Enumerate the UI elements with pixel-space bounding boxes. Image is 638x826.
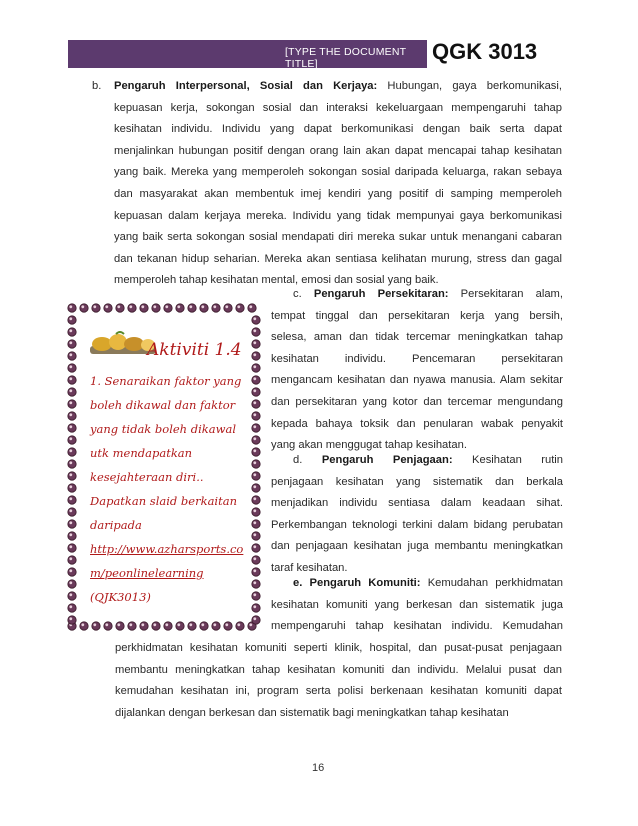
border-bead: [116, 622, 124, 630]
border-bead: [252, 496, 260, 504]
border-bead: [68, 424, 76, 432]
border-bead-highlight: [253, 545, 256, 548]
paragraph-b-line: kesihatan individu. Individu yang dapat berkomunikasi dengan baik serta dapat: [114, 123, 562, 136]
border-bead-highlight: [69, 581, 72, 584]
border-bead: [68, 556, 76, 564]
border-bead-highlight: [253, 473, 256, 476]
border-bead: [252, 520, 260, 528]
border-bead-highlight: [69, 473, 72, 476]
border-bead: [252, 532, 260, 540]
border-bead: [68, 532, 76, 540]
border-bead: [68, 460, 76, 468]
border-bead: [252, 568, 260, 576]
paragraph-e-continued: [115, 638, 562, 724]
paragraph-c-line: tempat tinggal dan persekitaran kerja yang bersih,: [271, 309, 563, 322]
border-bead-highlight: [69, 305, 72, 308]
border-bead: [252, 436, 260, 444]
border-bead: [68, 592, 76, 600]
paragraph-d-line: Perkembangan teknologi terkini dalam bidang perubatan: [271, 518, 563, 531]
border-bead-highlight: [69, 545, 72, 548]
border-bead-highlight: [105, 305, 108, 308]
border-bead-highlight: [69, 485, 72, 488]
border-bead-highlight: [81, 623, 84, 626]
border-bead: [68, 352, 76, 360]
border-bead: [200, 304, 208, 312]
border-bead: [188, 304, 196, 312]
paragraph-c-line: kepada bahaya toksik dan penularan wabak penyakit: [271, 417, 563, 430]
border-bead-highlight: [165, 623, 168, 626]
border-bead-highlight: [237, 305, 240, 308]
paragraph-c-line: yang akan menggugat tahap kesihatan.: [271, 439, 467, 452]
paragraph-d-line: taraf kesihatan.: [271, 561, 348, 574]
page-number: 16: [312, 762, 325, 774]
paragraph-b-label: Pengaruh Interpersonal, Sosial dan Kerjaya:: [114, 80, 378, 92]
border-bead: [252, 544, 260, 552]
border-bead: [68, 304, 76, 312]
paragraph-e-marker: e.: [293, 577, 303, 589]
border-bead-highlight: [177, 305, 180, 308]
border-bead-highlight: [69, 365, 72, 368]
border-bead-highlight: [93, 305, 96, 308]
border-bead-highlight: [253, 317, 256, 320]
border-bead: [252, 340, 260, 348]
border-bead-highlight: [69, 557, 72, 560]
activity-line: 1. Senaraikan faktor yang: [90, 374, 242, 388]
border-bead-highlight: [69, 569, 72, 572]
border-bead-highlight: [69, 497, 72, 500]
border-bead-highlight: [69, 389, 72, 392]
paragraph-d: [271, 450, 563, 580]
border-bead-highlight: [253, 341, 256, 344]
border-bead-highlight: [81, 305, 84, 308]
border-bead: [252, 460, 260, 468]
border-bead-highlight: [129, 305, 132, 308]
paragraph-b-line: Pengaruh Interpersonal, Sosial dan Kerjaya: Hubungan, gaya berkomunikasi,: [114, 80, 562, 92]
course-code: QGK 3013: [432, 39, 538, 64]
border-bead-highlight: [237, 623, 240, 626]
border-bead: [68, 388, 76, 396]
border-bead: [104, 304, 112, 312]
border-bead: [68, 472, 76, 480]
paragraph-c-line: kesihatan individu. Pencemaran persekitaran: [271, 352, 563, 365]
border-bead-highlight: [253, 581, 256, 584]
border-bead-highlight: [177, 623, 180, 626]
border-bead: [68, 484, 76, 492]
border-bead: [248, 304, 256, 312]
paragraph-e: [271, 573, 563, 638]
paragraph-e-line: membantu meningkatkan tahap kesihatan komuniti dan individu. Melalui pusat dan: [115, 663, 562, 676]
border-bead: [152, 622, 160, 630]
paragraph-d-label: Pengaruh Penjagaan:: [321, 454, 453, 466]
border-bead-highlight: [253, 533, 256, 536]
border-bead-highlight: [189, 305, 192, 308]
border-bead-highlight: [69, 329, 72, 332]
paragraph-e-line: mempengaruhi tahap kesihatan individu. Kemudahan: [271, 620, 563, 633]
paragraph-b-line: memperoleh tahap kesihatan mental, emosi dan sosial yang baik.: [114, 274, 439, 287]
paragraph-d-marker: d.: [293, 454, 303, 466]
border-bead-highlight: [165, 305, 168, 308]
paragraph-e-label: Pengaruh Komuniti:: [309, 577, 421, 589]
border-bead: [80, 622, 88, 630]
border-bead-highlight: [253, 413, 256, 416]
border-bead: [68, 364, 76, 372]
border-bead: [68, 400, 76, 408]
border-bead: [252, 400, 260, 408]
border-bead: [68, 412, 76, 420]
paragraph-d-line: dan penjagaan kesihatan juga membantu meningkatkan: [271, 540, 563, 553]
border-bead-highlight: [253, 437, 256, 440]
activity-line: boleh dikawal dan faktor: [90, 398, 236, 412]
border-bead: [252, 352, 260, 360]
border-bead-highlight: [213, 623, 216, 626]
border-bead-highlight: [69, 509, 72, 512]
border-bead: [164, 622, 172, 630]
border-bead: [164, 304, 172, 312]
paragraph-d-line: penjagaan kesihatan yang sistematik dan berkala: [271, 475, 563, 488]
paragraph-c-line: mengancam kesihatan dan nyawa manusia. Alam sekitar: [271, 374, 563, 387]
border-bead-highlight: [213, 305, 216, 308]
border-bead-highlight: [253, 377, 256, 380]
paragraph-e-line: kesihatan komuniti yang berkesan dan sistematik juga: [271, 598, 563, 611]
border-bead-highlight: [253, 605, 256, 608]
border-bead: [236, 622, 244, 630]
border-bead-highlight: [117, 623, 120, 626]
border-bead: [252, 328, 260, 336]
border-bead: [176, 622, 184, 630]
border-bead: [104, 622, 112, 630]
border-bead: [252, 580, 260, 588]
border-bead: [68, 448, 76, 456]
border-bead-highlight: [253, 617, 256, 620]
border-bead: [140, 304, 148, 312]
border-bead: [92, 622, 100, 630]
border-bead-highlight: [253, 389, 256, 392]
border-bead: [252, 556, 260, 564]
activity-link[interactable]: m/peonlinelearning: [90, 566, 204, 580]
border-bead: [252, 316, 260, 324]
border-bead-highlight: [69, 341, 72, 344]
border-bead-highlight: [201, 305, 204, 308]
border-bead: [80, 304, 88, 312]
border-bead-highlight: [69, 401, 72, 404]
paragraph-c-line: c. Pengaruh Persekitaran: Persekitaran alam,: [293, 288, 563, 300]
border-bead: [68, 376, 76, 384]
border-bead-highlight: [253, 593, 256, 596]
border-bead-highlight: [253, 353, 256, 356]
activity-link[interactable]: http://www.azharsports.co: [90, 542, 244, 556]
border-bead: [92, 304, 100, 312]
border-bead-highlight: [253, 497, 256, 500]
paragraph-c: [271, 284, 563, 457]
border-bead: [176, 304, 184, 312]
border-bead: [212, 304, 220, 312]
border-bead: [224, 304, 232, 312]
border-bead: [252, 376, 260, 384]
paragraph-e-line: dijalankan dengan berkesan dan sistematik bagi meningkatkan tahap kesihatan: [115, 706, 509, 719]
border-bead: [68, 520, 76, 528]
border-bead: [68, 328, 76, 336]
border-bead-highlight: [189, 623, 192, 626]
activity-title: Aktiviti 1.4: [147, 340, 242, 360]
border-bead-highlight: [253, 329, 256, 332]
border-bead: [252, 484, 260, 492]
border-bead: [128, 622, 136, 630]
paragraph-b: [92, 76, 562, 292]
border-bead-highlight: [153, 623, 156, 626]
border-bead: [68, 496, 76, 504]
border-bead-highlight: [249, 623, 252, 626]
border-bead: [68, 544, 76, 552]
border-bead: [128, 304, 136, 312]
border-bead-highlight: [141, 623, 144, 626]
border-bead: [200, 622, 208, 630]
paragraph-c-label: Pengaruh Persekitaran:: [313, 288, 449, 300]
border-bead: [68, 508, 76, 516]
border-bead: [68, 340, 76, 348]
paragraph-d-line: d. Pengaruh Penjagaan: Kesihatan rutin: [293, 454, 564, 466]
border-bead-highlight: [69, 377, 72, 380]
paragraph-b-line: yang baik serta sokongan sosial mendapati diri mereka sukar untuk menangani cabaran: [114, 231, 562, 244]
border-bead-highlight: [69, 437, 72, 440]
border-bead: [188, 622, 196, 630]
paragraph-c-line: dan persekitaran yang kotor dan tercemar mengundang: [271, 395, 563, 408]
border-bead-highlight: [225, 623, 228, 626]
border-bead-highlight: [225, 305, 228, 308]
border-bead-highlight: [69, 353, 72, 356]
activity-line: kesejahteraan diri..: [90, 470, 204, 484]
border-bead-highlight: [253, 449, 256, 452]
border-bead-highlight: [93, 623, 96, 626]
border-bead-highlight: [141, 305, 144, 308]
paragraph-d-line: menjadikan individu sentiasa dalam keadaan sihat.: [271, 497, 563, 510]
border-bead: [252, 448, 260, 456]
border-bead: [252, 604, 260, 612]
border-bead-highlight: [69, 533, 72, 536]
paragraph-b-line: dan tekanan hidup seharian. Mereka akan sentiasa kelihatan murung, stress dan gagal: [114, 252, 562, 265]
border-bead-highlight: [249, 305, 252, 308]
border-bead: [68, 580, 76, 588]
border-bead: [68, 568, 76, 576]
border-bead-highlight: [105, 623, 108, 626]
border-bead: [252, 616, 260, 624]
border-bead-highlight: [69, 449, 72, 452]
border-bead: [68, 604, 76, 612]
border-bead-highlight: [253, 569, 256, 572]
border-bead: [252, 424, 260, 432]
border-bead-highlight: [253, 485, 256, 488]
paragraph-b-marker: b.: [92, 80, 102, 92]
border-bead: [252, 592, 260, 600]
paragraph-b-line: kepuasan dalam kerjaya mereka. Individu yang tidak mempunyai gaya berkomunikasi: [114, 209, 562, 222]
activity-code: (QJK3013): [90, 590, 151, 604]
paragraph-e-line: perkhidmatan kesihatan komuniti seperti klinik, hospital, dan pusat-pusat penjagaan: [115, 642, 562, 654]
border-bead: [252, 472, 260, 480]
border-bead: [68, 616, 76, 624]
border-bead: [152, 304, 160, 312]
border-bead-highlight: [69, 317, 72, 320]
border-bead: [116, 304, 124, 312]
border-bead: [252, 508, 260, 516]
border-bead: [236, 304, 244, 312]
border-bead-highlight: [69, 617, 72, 620]
activity-line: Dapatkan slaid berkaitan: [90, 494, 237, 508]
paragraph-c-marker: c.: [293, 288, 302, 300]
activity-line: yang tidak boleh dikawal: [90, 422, 236, 436]
paragraph-b-line: dan masyarakat akan membentuk imej kendiri yang positif di samping memperoleh: [114, 187, 562, 200]
border-bead-highlight: [253, 425, 256, 428]
border-bead: [252, 388, 260, 396]
border-bead: [68, 436, 76, 444]
border-bead-highlight: [253, 461, 256, 464]
border-bead-highlight: [69, 461, 72, 464]
border-bead: [224, 622, 232, 630]
border-bead: [212, 622, 220, 630]
activity-line: daripada: [90, 518, 142, 532]
border-bead: [252, 364, 260, 372]
border-bead-highlight: [69, 425, 72, 428]
paragraph-b-line: menjalinkan hubungan positif dengan orang lain akan dapat mencapai tahap kesihatan: [114, 144, 562, 157]
paragraph-e-line: kemudahan kesihatan ini, program serta polisi berkenaan kesihatan komuniti dapat: [115, 685, 562, 698]
border-bead-highlight: [117, 305, 120, 308]
activity-line: utk mendapatkan: [90, 446, 193, 460]
border-bead-highlight: [69, 593, 72, 596]
border-bead: [68, 316, 76, 324]
paragraph-b-line: kepuasan kerja, sokongan sosial dan interaksi kekeluargaan mempengaruhi tahap: [114, 101, 562, 114]
border-bead-highlight: [129, 623, 132, 626]
border-bead-highlight: [69, 413, 72, 416]
document-title: [TYPE THE DOCUMENT TITLE]: [285, 46, 407, 70]
border-bead-highlight: [253, 557, 256, 560]
border-bead-highlight: [253, 521, 256, 524]
paragraph-b-line: yang baik. Mereka yang memperoleh sokongan sosial daripada keluarga, rakan sebaya: [114, 166, 562, 179]
border-bead-highlight: [69, 521, 72, 524]
border-bead-highlight: [253, 401, 256, 404]
paragraph-c-line: selesa, aman dan tidak tercemar meningkatkan tahap: [271, 331, 563, 344]
border-bead-highlight: [253, 509, 256, 512]
border-bead-highlight: [201, 623, 204, 626]
border-bead: [252, 412, 260, 420]
paragraph-e-line: e. Pengaruh Komuniti: Kemudahan perkhidmatan: [293, 577, 564, 589]
border-bead: [140, 622, 148, 630]
border-bead-highlight: [153, 305, 156, 308]
border-bead-highlight: [253, 365, 256, 368]
border-bead-highlight: [69, 605, 72, 608]
